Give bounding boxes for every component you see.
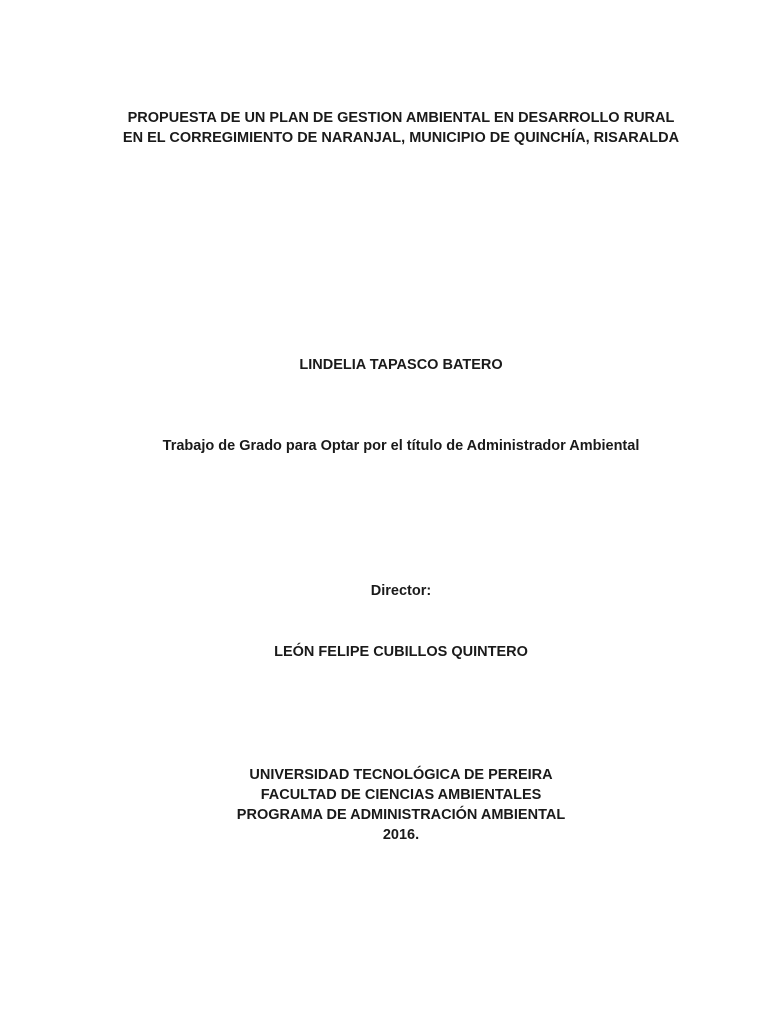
author-name bbox=[17, 355, 768, 375]
program-name: PROGRAMA DE ADMINISTRACIÓN AMBIENTAL bbox=[236, 807, 566, 823]
degree-statement-text: Trabajo de Grado para Optar por el título de Administrador Ambiental bbox=[162, 438, 640, 454]
institution-info bbox=[17, 765, 768, 845]
document-title-line-1: PROPUESTA DE UN PLAN DE GESTION AMBIENTAL EN DESARROLLO RURAL bbox=[127, 110, 675, 126]
director-label-text: Director: bbox=[370, 583, 432, 599]
document-title bbox=[17, 108, 768, 148]
director-name-text: LEÓN FELIPE CUBILLOS QUINTERO bbox=[274, 644, 528, 660]
publication-year: 2016. bbox=[382, 827, 420, 843]
director-name bbox=[17, 642, 768, 662]
university-name: UNIVERSIDAD TECNOLÓGICA DE PEREIRA bbox=[249, 767, 553, 783]
faculty-name: FACULTAD DE CIENCIAS AMBIENTALES bbox=[260, 787, 542, 803]
degree-statement bbox=[17, 436, 768, 456]
author-name-text: LINDELIA TAPASCO BATERO bbox=[299, 357, 503, 373]
document-title-line-2: EN EL CORREGIMIENTO DE NARANJAL, MUNICIPIO DE QUINCHÍA, RISARALDA bbox=[122, 130, 680, 146]
director-label bbox=[17, 581, 768, 601]
